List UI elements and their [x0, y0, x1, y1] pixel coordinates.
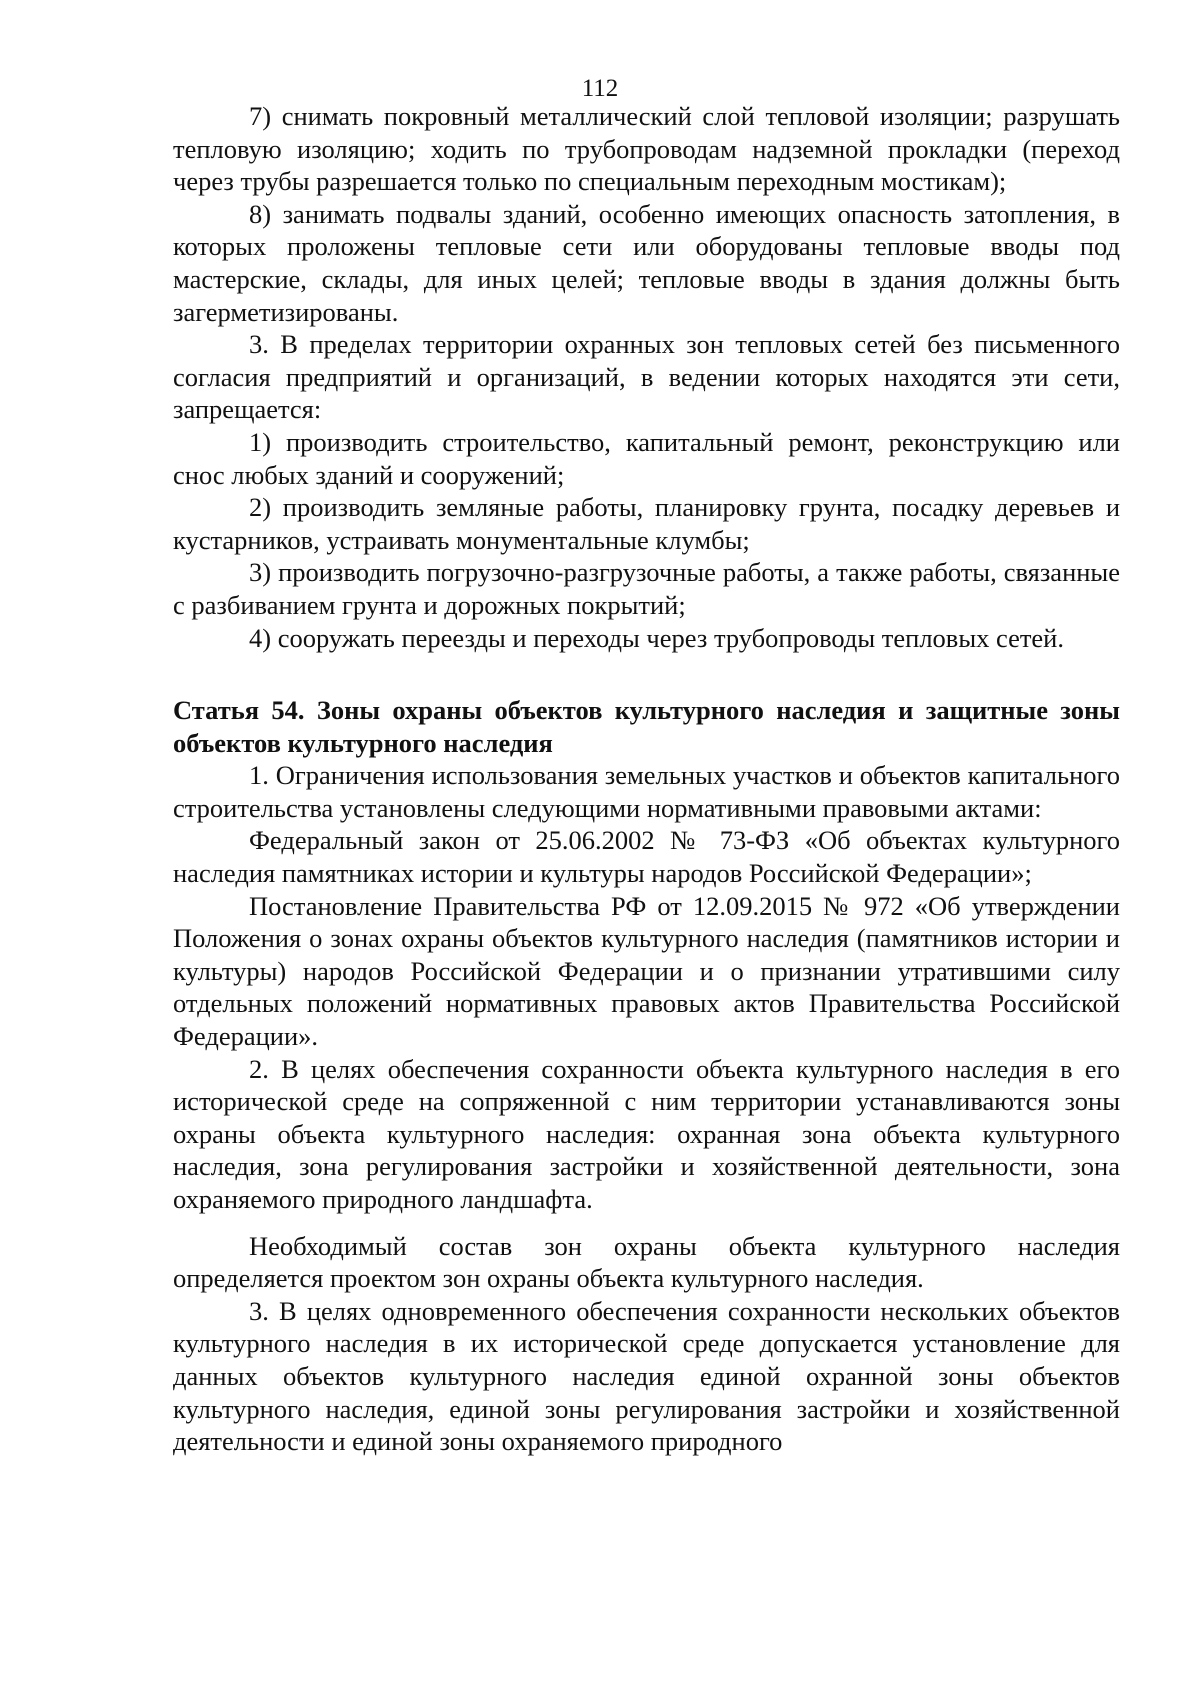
paragraph-section-3: 3. В пределах территории охранных зон тепловых сетей без письменного согласия предприятий и организаций, в ведении которых находятся эти сети, запрещается:	[173, 329, 1120, 425]
article-paragraph-composition: Необходимый состав зон охраны объекта культурного наследия определяется проектом зон охраны объекта культурного наследия.	[173, 1230, 1120, 1294]
paragraph-subitem-1: 1) производить строительство, капитальный ремонт, реконструкцию или снос любых зданий и сооружений;	[173, 426, 1120, 490]
article-paragraph-1: 1. Ограничения использования земельных участков и объектов капитального строительства установлены следующими нормативными правовыми актами:	[173, 760, 1120, 823]
article-paragraph-3: 3. В целях одновременного обеспечения сохранности нескольких объектов культурного наследия в их исторической среде допускается установление для данных объектов культурного наследия единой охранной зоны объектов культурного наследия, единой зоны регулирования застройки и хозяйственной деятельности и единой зоны охраняемого природного	[173, 1295, 1120, 1457]
paragraph-item-8: 8) занимать подвалы зданий, особенно имеющих опасность затопления, в которых проложены тепловые сети или оборудованы тепловые вводы под мастерские, склады, для иных целей; тепловые вводы в здания должны быть загерметизированы.	[173, 198, 1120, 327]
paragraph-subitem-4: 4) сооружать переезды и переходы через трубопроводы тепловых сетей.	[249, 622, 1064, 653]
document-body	[173, 100, 1120, 1458]
article-paragraph-2: 2. В целях обеспечения сохранности объекта культурного наследия в его исторической среде на сопряженной с ним территории устанавливаются зоны охраны объекта культурного наследия: охранная зона объекта культурного наследия, зона регулирования застройки и хозяйственной деятельности, зона охраняемого природного ландшафта.	[173, 1053, 1120, 1214]
article-paragraph-federal-law: Федеральный закон от 25.06.2002 № 73-ФЗ «Об объектах культурного наследия памятниках истории и культуры народов Российской Федерации»;	[173, 825, 1120, 889]
paragraph-subitem-3: 3) производить погрузочно-разгрузочные работы, а также работы, связанные с разбиванием грунта и дорожных покрытий;	[173, 557, 1120, 620]
article-heading: Статья 54. Зоны охраны объектов культурного наследия и защитные зоны объектов культурного наследия	[173, 695, 1120, 758]
article-paragraph-government-decree: Постановление Правительства РФ от 12.09.2015 № 972 «Об утверждении Положения о зонах охраны объектов культурного наследия (памятников истории и культуры) народов Российской Федерации и о признании утратившими силу отдельных положений нормативных правовых актов Правительства Российской Федерации».	[173, 890, 1120, 1052]
paragraph-subitem-2: 2) производить земляные работы, планировку грунта, посадку деревьев и кустарников, устраивать монументальные клумбы;	[173, 492, 1120, 555]
page-number: 112	[581, 75, 619, 102]
paragraph-item-7: 7) снимать покровный металлический слой тепловой изоляции; разрушать тепловую изоляцию; ходить по трубопроводам надземной прокладки (переход через трубы разрешается только по специальным переходным мостикам);	[173, 101, 1120, 197]
